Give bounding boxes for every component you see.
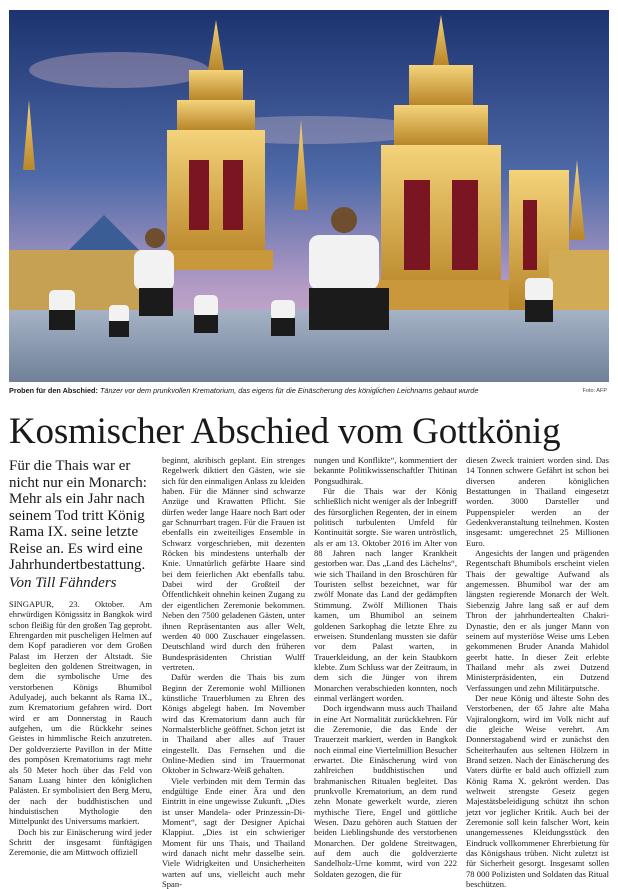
article-column-2 xyxy=(162,455,305,889)
paragraph: Für die Thais war der König schließlich nicht weniger als der Inbegriff des fürsorglichen Regenten, der in einem politisch turbulenten Umfeld für Kontinuität sorgte. Sie waren untröstlich, als er am 13. Oktober 2016 im Alter von 88 Jahren nach langer Krankheit gestorben war. Das „Land des Lächelns“, wie sich Thailand in den Broschüren für Touristen selbst bezeichnet, war für zwölf Monate das Land der gedämpften Stimmung. Zwölf Millionen Thais kamen, um Bhumibol an seinem goldenen Sarkophag die letzte Ehre zu erweisen. Stundenlang mussten sie dafür vor dem Palast warten, in Trauerkleidung, an der kein Staubkorn klebte. Zum Schluss war der Zeitraum, in dem sich die Jünger von ihrem Monarchen verabschieden konnten, noch einmal verlängert worden. xyxy=(314,486,457,703)
paragraph: Viele verbinden mit dem Termin das endgültige Ende einer Ära und den Eintritt in eine ungewisse Zukunft. „Dies ist unser Mandela- oder Prinzessin-Di-Moment“, sagt der Designer Apichai Klappiut. „Dies ist ein schwieriger Moment für uns Thais, und Thailand wird danach nicht mehr dasselbe sein. Viele Widrigkeiten und Unsicherheiten warten auf uns, vielleicht auch mehr Span- xyxy=(162,775,305,889)
caption-text: Tänzer vor dem prunkvollen Krematorium, das eigens für die Einäscherung des königlichen Leichnams gebaut wurde xyxy=(97,386,479,395)
paragraph: SINGAPUR, 23. Oktober. Am ehrwürdigen Königssitz in Bangkok wird schon fleißig für den großen Tag geprobt. Ehrengarden mit puscheligen Helmen auf dem Kopf paradieren vor dem Großen Palast im Herzen der Altstadt. Sie begleiten den goldenen Streitwagen, in dem die symbolische Urne des verstorbenen Königs Bhumibol Adulyadej, auch bekannt als Rama IX., zum Krematorium gefahren wird. Dort wird er am Donnerstag in Rauch aufgehen, um die Rückkehr seines Geistes in himmlische Reich anzutreten. Der goldverzierte Pavillon in der Mitte des pompösen Krematoriums ragt mehr als 50 Meter hoch über das Feld von Sanam Luang hinter den königlichen Palästen. Er symbolisiert den Berg Meru, der nach der buddhistischen und hinduistischen Mythologie den Mittelpunkt des Universums markiert. xyxy=(9,599,152,827)
paragraph: nungen und Konflikte“, kommentiert der bekannte Politikwissenschaftler Thitinan Pongsudhirak. xyxy=(314,455,457,486)
article-photo xyxy=(9,10,609,382)
paragraph: Doch bis zur Einäscherung wird jeder Schritt der insgesamt fünftägigen Zeremonie, die am Mittwoch offiziell xyxy=(9,826,152,858)
lead-paragraph xyxy=(9,458,153,591)
byline: Von Till Fähnders xyxy=(9,574,117,591)
headline: Kosmischer Abschied vom Gottkönig xyxy=(9,411,561,452)
article-column-4 xyxy=(466,455,609,889)
paragraph: Doch irgendwann muss auch Thailand in eine Art Normalität zurückkehren. Für die Zeremonie, die das Ende der Trauerzeit markiert, werden in Bangkok noch einmal eine Viertelmillion Besucher erwartet. Die Einäscherung wird von zahlreichen buddhistischen und brahmanischen Ritualen begleitet. Das prunkvolle Krematorium, an dem rund zehn Monate gewerkelt wurde, zieren mythische Tiere, Engel und göttliche Wesen. Dazu gehören auch Statuen der beiden Lieblingshunde des verstorbenen Monarchen. Der goldene Streitwagen, auf dem auch die goldverzierte Sandelholz-Urne kommt, wird von 222 Soldaten gezogen, die für xyxy=(314,703,457,879)
article-column-3 xyxy=(314,455,457,879)
caption-bold: Proben für den Abschied: xyxy=(9,386,98,395)
paragraph: Dafür werden die Thais bis zum Beginn der Zeremonie wohl Millionen künstliche Trauerblumen zu Ehren des Königs abgelegt haben. Im November wird das Krematorium dann auch für Normalsterbliche geöffnet. Schon jetzt ist in Thailand aber alles auf Trauer eingestellt. Das Fernsehen und die Online-Medien sind im Trauermonat Oktober in Schwarz-Weiß gehalten. xyxy=(162,672,305,776)
photo-credit: Foto: AFP xyxy=(582,388,607,394)
paragraph: diesen Zweck trainiert worden sind. Das 14 Tonnen schwere Gefährt ist schon bei diversen anderen königlichen Bestattungen in Thailand eingesetzt worden. 3000 Darsteller und Puppenspieler werden an der Gedenkveranstaltung teilnehmen. Kosten insgesamt: umgerechnet 25 Millionen Euro. xyxy=(466,455,609,548)
paragraph: Der neue König und älteste Sohn des Verstorbenen, der 65 Jahre alte Maha Vajiralongkorn, wird im Volk nicht auf die gleiche Weise verehrt. Am Donnerstagabend wird er zunächst den Scheiterhaufen aus seltenen Hölzern in Brand setzen. Nach der Einäscherung des Vaters dürfte er bald auch offiziell zum König Rama X. gekrönt werden. Das weltweit strengste Gesetz gegen Majestätsbeleidigung schützt ihn schon jetzt vor jeglicher Kritik. Auch bei der Zeremonie soll kein falscher Wort, kein unangemessenes Kleidungsstück den Eindruck vollkommener Ehrerbietung für das Königshaus trüben. Nicht zuletzt ist für Sicherheit gesorgt. Insgesamt sollen 78 000 Polizisten und Soldaten das Ritual beschützen. xyxy=(466,692,609,889)
lead-text: Für die Thais war er nicht nur ein Monarch: Mehr als ein Jahr nach seinem Tod tritt König Rama IX. seine letzte Reise an. Es wird eine Jahrhundertbestattung. xyxy=(9,458,147,573)
temple-dancers-photo xyxy=(9,10,609,382)
paragraph: beginnt, akribisch geplant. Ein strenges Regelwerk diktiert den Gästen, wie sie sich für den einmaligen Anlass zu kleiden haben. Für die Männer sind schwarze Anzüge und Krawatten Pflicht. Sie dürfen weder lange Haare noch Bart oder gar Schnurrbart tragen. Für die Frauen ist ebenfalls ein zweiteiliges Ensemble in Schwarz vorgeschrieben, mit dezenten Röcken bis mindestens unterhalb der Knie. Unnatürlich gefärbte Haare sind bei dem feierlichen Akt ebenfalls tabu. Dabei wird der Großteil der Öffentlichkeit ohnehin keinen Zugang zu der eigentlichen Zeremonie bekommen. Neben den 7500 geladenen Gästen, unter ihnen Repräsentanten aus aller Welt, werden 40 000 Zuschauer eingelassen. Deutschland wird durch den früheren Bundespräsidenten Christian Wulff vertreten. xyxy=(162,455,305,672)
paragraph: Angesichts der langen und prägenden Regentschaft Bhumibols erscheint vielen Thais der gewaltige Aufwand als angemessen. Bhumibol war der am längsten regierende Monarch der Welt. Siebenzig Jahre lang saß er auf dem Thron der jahrhundertealten Chakri-Dynastie, den er als junger Mann von seinem auf mysteriöse Weise ums Leben gekommenen Bruder Ananda Mahidol geerbt hatte. In dieser Zeit erlebte Thailand mehr als zwei Dutzend Ministerpräsidenten, ein Dutzend Verfassungen und zehn Militärputsche. xyxy=(466,548,609,693)
article-column-1 xyxy=(9,599,152,858)
photo-caption xyxy=(9,385,609,397)
